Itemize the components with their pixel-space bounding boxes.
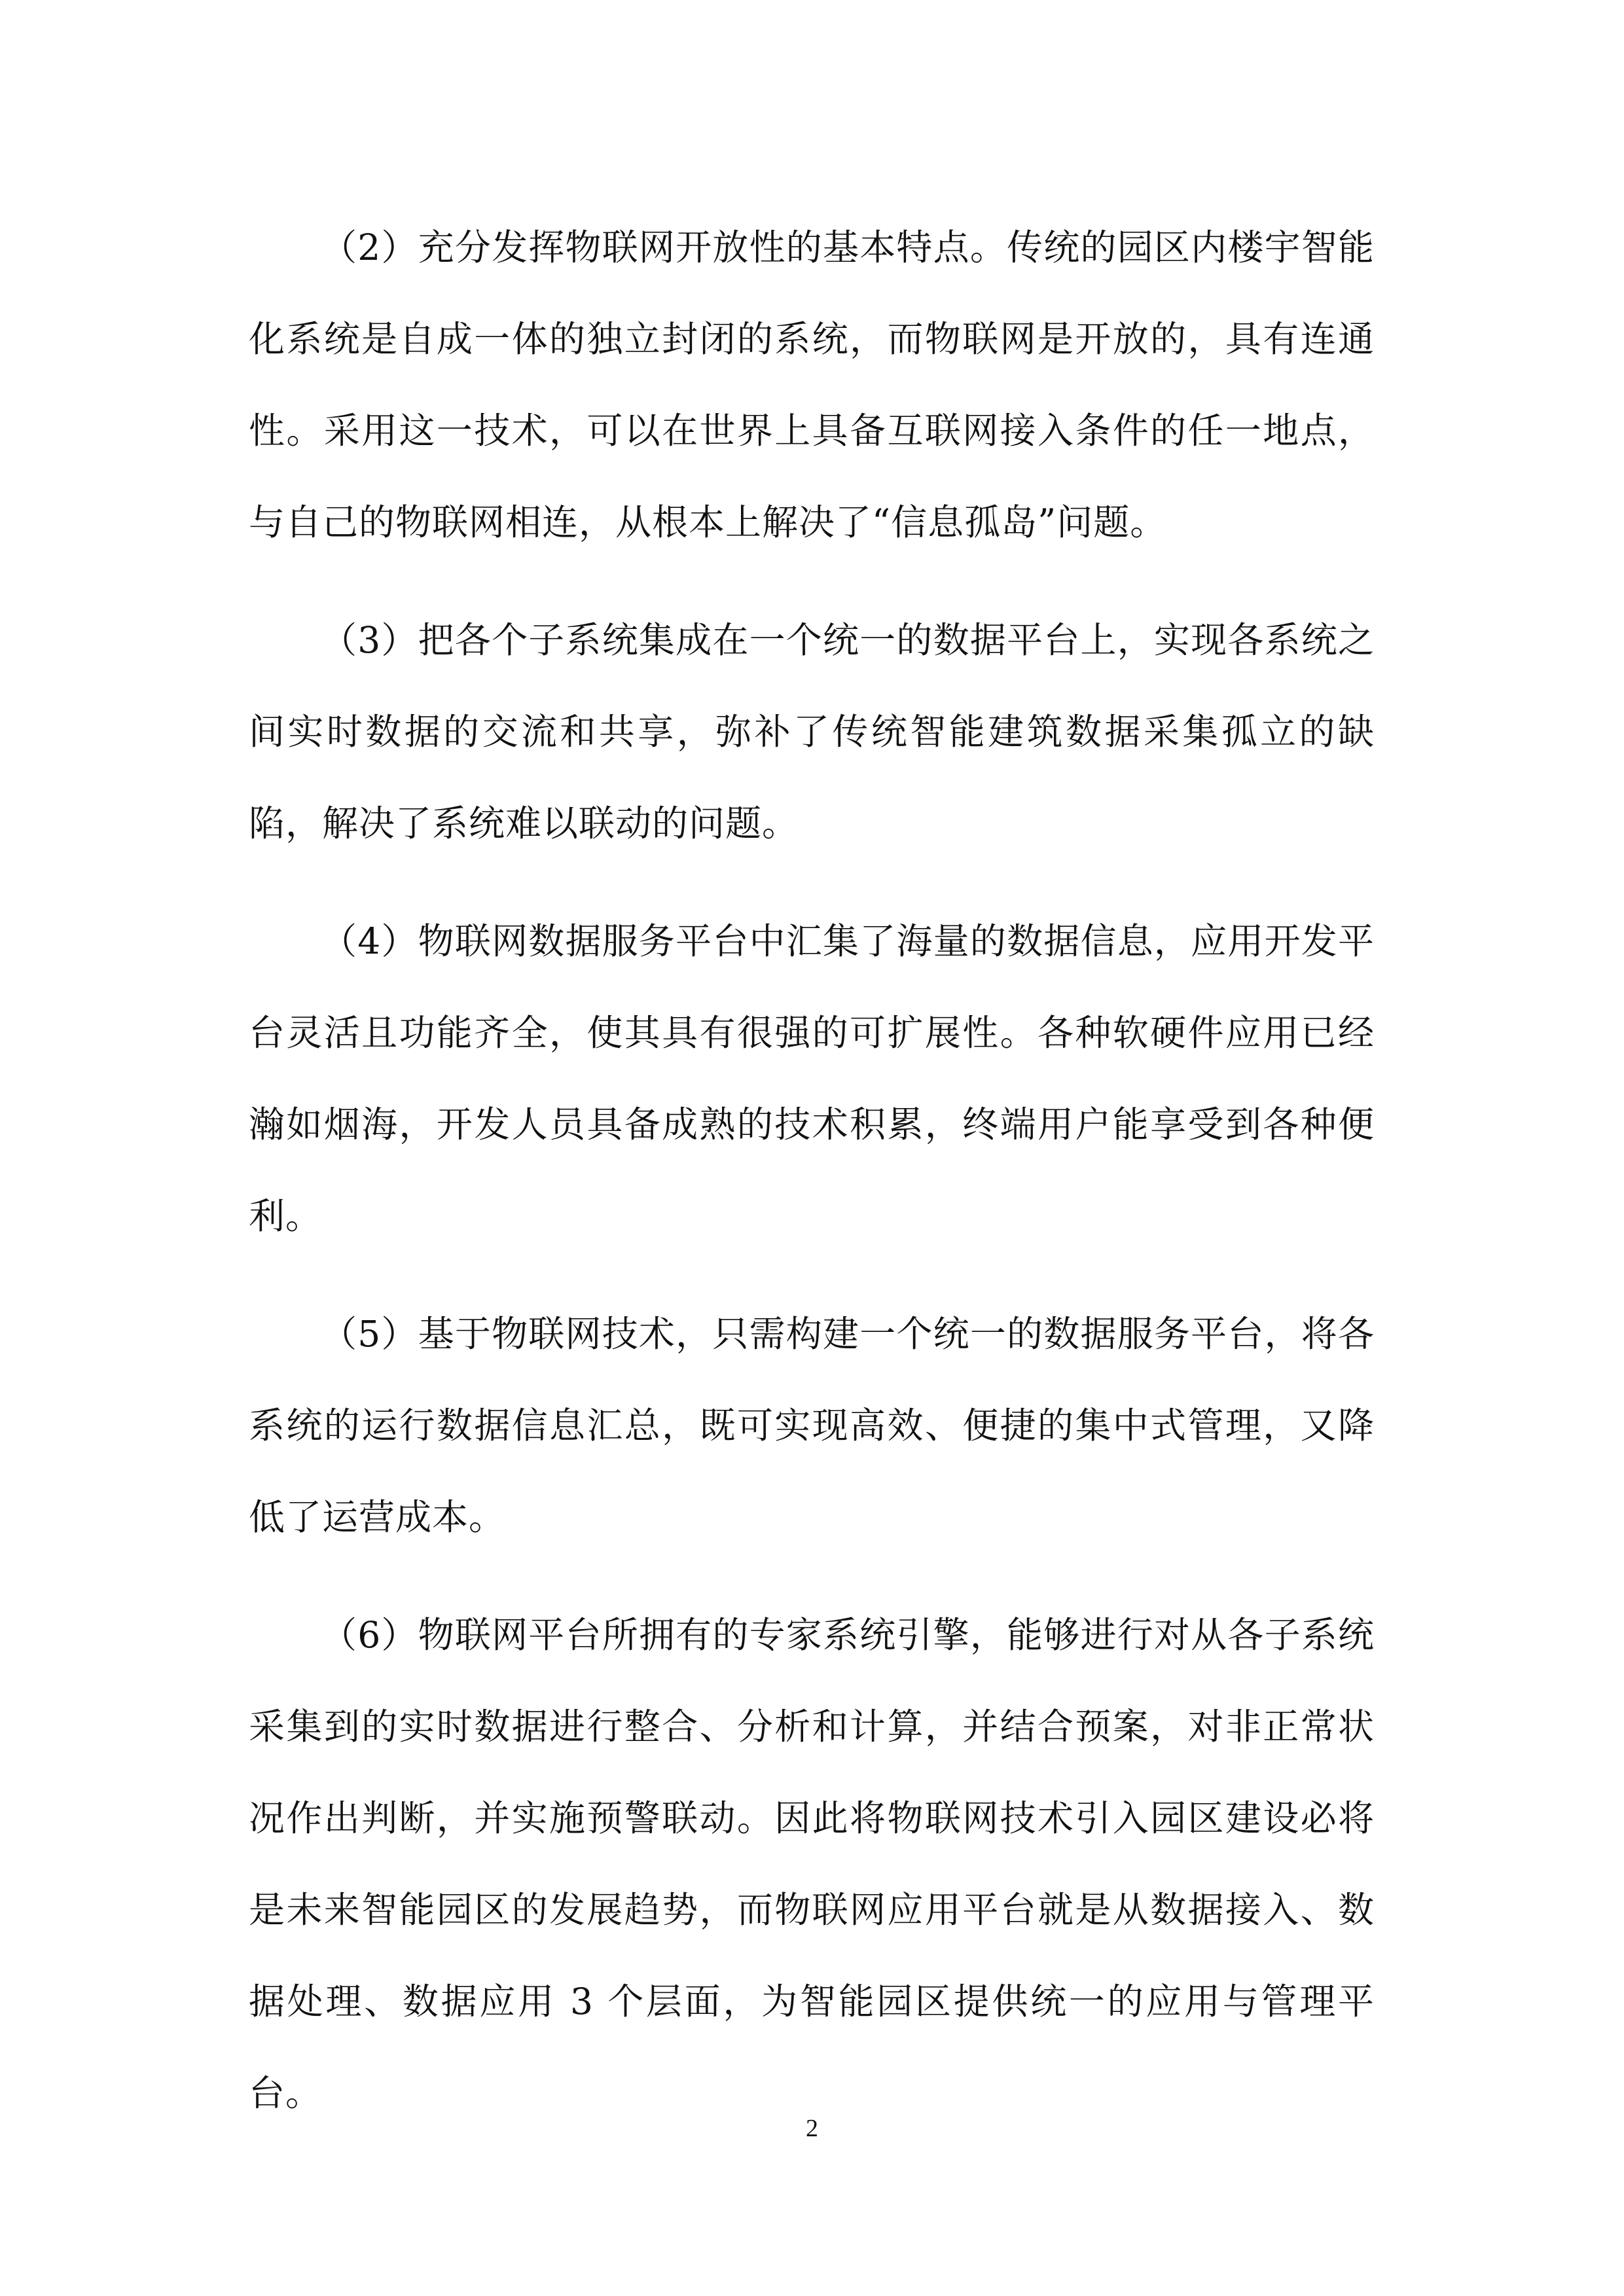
document-body <box>249 202 1375 2165</box>
paragraph-3: （3）把各个子系统集成在一个统一的数据平台上，实现各系统之间实时数据的交流和共享，弥补了传统智能建筑数据采集孤立的缺陷，解决了系统难以联动的问题。 <box>249 619 1375 844</box>
page-number: 2 <box>806 2115 818 2142</box>
paragraph-2: （2）充分发挥物联网开放性的基本特点。传统的园区内楼宇智能化系统是自成一体的独立封闭的系统，而物联网是开放的，具有连通性。采用这一技术，可以在世界上具备互联网接入条件的任一地点，与自己的物联网相连，从根本上解决了“信息孤岛”问题。 <box>249 226 1375 543</box>
paragraph-4: （4）物联网数据服务平台中汇集了海量的数据信息，应用开发平台灵活且功能齐全，使其具有很强的可扩展性。各种软硬件应用已经瀚如烟海，开发人员具备成熟的技术积累，终端用户能享受到各种便利。 <box>249 920 1375 1237</box>
paragraph-5: （5）基于物联网技术，只需构建一个统一的数据服务平台，将各系统的运行数据信息汇总，既可实现高效、便捷的集中式管理，又降低了运营成本。 <box>249 1313 1375 1538</box>
paragraph-6: （6）物联网平台所拥有的专家系统引擎，能够进行对从各子系统采集到的实时数据进行整合、分析和计算，并结合预案，对非正常状况作出判断，并实施预警联动。因此将物联网技术引入园区建设必将是未来智能园区的发展趋势，而物联网应用平台就是从数据接入、数据处理、数据应用 3 个层面，为智能园区提供统一的应用与管理平台。 <box>249 1614 1375 2114</box>
